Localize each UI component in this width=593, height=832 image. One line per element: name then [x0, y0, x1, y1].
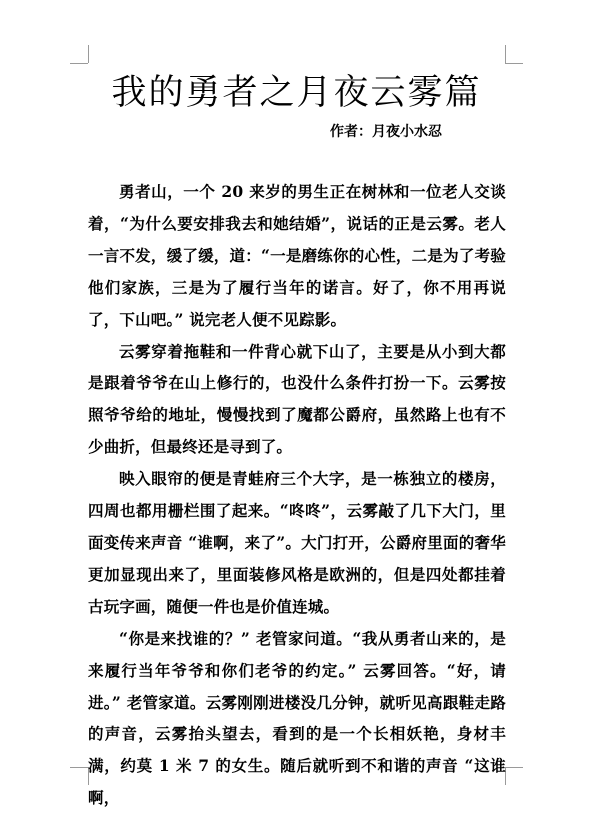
document-author: 作者：月夜小水忍: [330, 124, 442, 140]
paragraph: “你是来找谁的？” 老管家问道。“我从勇者山来的，是来履行当年爷爷和你们老爷的约定。” 云雾回答。“好，请进。” 老管家道。云雾刚刚进楼没几分钟，就听见高跟鞋走路的声音，云雾抬头望去，看到的是一个长相妖艳，身材丰满，约莫 1 米 7 的女生。随后就听到不和谐的声音 “这谁啊，: [88, 628, 506, 808]
crop-mark-bottom-right-h: [505, 767, 523, 768]
document-body: [88, 176, 506, 814]
paragraph: 勇者山，一个 20 来岁的男生正在树林和一位老人交谈着，“为什么要安排我去和她结婚”，说话的正是云雾。老人一言不发，缓了缓，道：“一是磨练你的心性，二是为了考验他们家族，三是为了履行当年的诺言。好了，你不用再说了，下山吧。” 说完老人便不见踪影。: [88, 182, 506, 329]
crop-mark-top-right-h: [505, 63, 523, 64]
crop-mark-top-right-v: [505, 45, 506, 63]
crop-mark-bottom-left-h: [70, 767, 88, 768]
paragraph: 映入眼帘的便是青蛙府三个大字，是一栋独立的楼房，四周也都用栅栏围了起来。“咚咚”，云雾敲了几下大门，里面变传来声音 “谁啊，来了”。大门打开，公爵府里面的奢华更加显现出来了，里面装修风格是欧洲的，但是四处都挂着古玩字画，随便一件也是价值连城。: [88, 469, 506, 616]
crop-mark-top-left-h: [70, 63, 88, 64]
crop-mark-top-left-v: [88, 45, 89, 63]
paragraph: 云雾穿着拖鞋和一件背心就下山了，主要是从小到大都是跟着爷爷在山上修行的，也没什么条件打扮一下。云雾按照爷爷给的地址，慢慢找到了魔都公爵府，虽然路上也有不少曲折，但最终还是寻到了。: [88, 341, 506, 457]
document-title: 我的勇者之月夜云雾篇: [111, 73, 482, 113]
